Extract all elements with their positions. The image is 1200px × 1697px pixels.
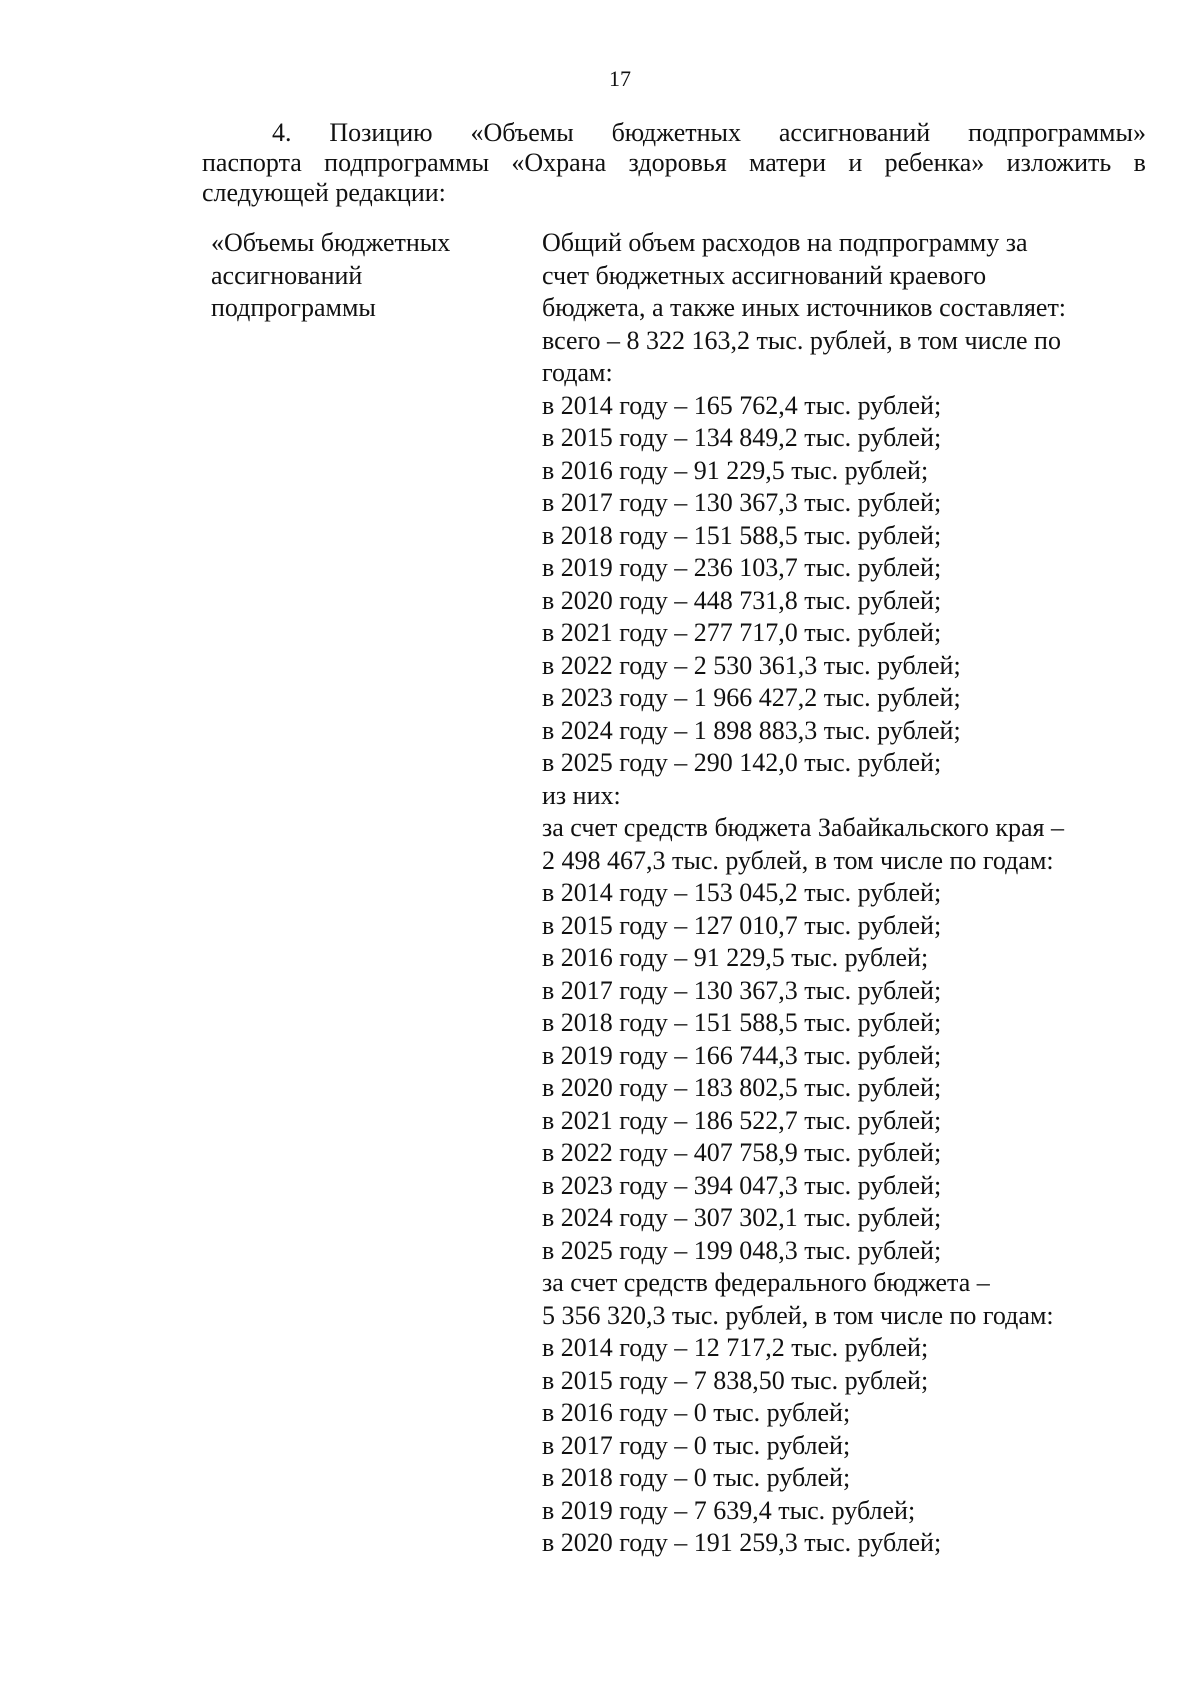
content-line: в 2021 году – 186 522,7 тыс. рублей; xyxy=(542,1105,942,1135)
content-line: всего – 8 322 163,2 тыс. рублей, в том числе по xyxy=(542,325,1061,355)
content-line: в 2018 году – 151 588,5 тыс. рублей; xyxy=(542,1008,942,1037)
content-line: из них: xyxy=(542,780,621,810)
content-line: в 2018 году – 151 588,5 тыс. рублей; xyxy=(542,520,942,550)
intro-word: бюджетных xyxy=(611,118,742,147)
content-line: годам: xyxy=(542,358,613,387)
content-line: в 2016 году – 0 тыс. рублей; xyxy=(542,1398,851,1427)
intro-line xyxy=(202,118,1146,148)
page-number: 17 xyxy=(609,66,631,91)
position-content xyxy=(542,227,1152,1560)
content-line: в 2022 году – 407 758,9 тыс. рублей; xyxy=(542,1138,942,1167)
content-line: в 2015 году – 134 849,2 тыс. рублей; xyxy=(542,423,942,452)
content-line: в 2020 году – 183 802,5 тыс. рублей; xyxy=(542,1073,942,1102)
intro-word: подпрограммы» xyxy=(968,118,1146,147)
intro-word: изложить xyxy=(1006,148,1112,177)
position-label-line: «Объемы бюджетных xyxy=(211,228,451,257)
content-line: Общий объем расходов на подпрограмму за xyxy=(542,228,1028,257)
content-line: в 2015 году – 127 010,7 тыс. рублей; xyxy=(542,910,942,940)
intro-word: и xyxy=(848,148,863,177)
content-line: в 2017 году – 130 367,3 тыс. рублей; xyxy=(542,975,942,1005)
intro-paragraph xyxy=(202,118,1146,208)
intro-word: здоровья xyxy=(628,148,727,177)
intro-word: 4. xyxy=(272,118,292,147)
intro-word: в xyxy=(1133,148,1146,177)
content-line: в 2014 году – 12 717,2 тыс. рублей; xyxy=(542,1333,929,1362)
content-line: бюджета, а также иных источников составляет: xyxy=(542,293,1067,322)
intro-word: «Объемы xyxy=(470,118,574,147)
position-label xyxy=(211,227,501,325)
content-line: в 2015 году – 7 838,50 тыс. рублей; xyxy=(542,1365,929,1395)
content-line: в 2022 году – 2 530 361,3 тыс. рублей; xyxy=(542,650,961,680)
intro-word: подпрограммы xyxy=(324,148,490,177)
intro-word: Позицию xyxy=(329,118,433,147)
content-line: в 2019 году – 166 744,3 тыс. рублей; xyxy=(542,1040,942,1070)
content-line: в 2025 году – 290 142,0 тыс. рублей; xyxy=(542,748,942,777)
intro-word: следующей редакции: xyxy=(202,178,446,207)
content-line: в 2016 году – 91 229,5 тыс. рублей; xyxy=(542,455,929,485)
content-line: в 2016 году – 91 229,5 тыс. рублей; xyxy=(542,943,929,972)
content-line: в 2014 году – 165 762,4 тыс. рублей; xyxy=(542,390,942,420)
content-line: в 2017 году – 0 тыс. рублей; xyxy=(542,1430,851,1460)
content-line: в 2019 году – 7 639,4 тыс. рублей; xyxy=(542,1495,916,1525)
intro-line xyxy=(202,148,1146,178)
content-line: в 2023 году – 1 966 427,2 тыс. рублей; xyxy=(542,683,961,712)
content-line: в 2024 году – 1 898 883,3 тыс. рублей; xyxy=(542,715,961,745)
content-line: в 2018 году – 0 тыс. рублей; xyxy=(542,1463,851,1492)
content-line: в 2020 году – 448 731,8 тыс. рублей; xyxy=(542,585,942,615)
content-line: в 2025 году – 199 048,3 тыс. рублей; xyxy=(542,1235,942,1265)
content-line: за счет средств федерального бюджета – xyxy=(542,1268,990,1297)
intro-word: паспорта xyxy=(202,148,302,177)
position-label-line: подпрограммы xyxy=(211,293,376,322)
position-label-line: ассигнований xyxy=(211,260,363,290)
content-line: 5 356 320,3 тыс. рублей, в том числе по годам: xyxy=(542,1300,1054,1330)
intro-word: матери xyxy=(749,148,826,177)
intro-word: ассигнований xyxy=(778,118,931,147)
content-line: за счет средств бюджета Забайкальского края – xyxy=(542,813,1064,842)
intro-word: ребенка» xyxy=(884,148,985,177)
content-line: в 2014 году – 153 045,2 тыс. рублей; xyxy=(542,878,942,907)
intro-word: «Охрана xyxy=(511,148,607,177)
content-line: 2 498 467,3 тыс. рублей, в том числе по годам: xyxy=(542,845,1054,875)
content-line: в 2021 году – 277 717,0 тыс. рублей; xyxy=(542,618,942,647)
intro-line xyxy=(202,178,1146,208)
content-line: в 2023 году – 394 047,3 тыс. рублей; xyxy=(542,1170,942,1200)
content-line: в 2019 году – 236 103,7 тыс. рублей; xyxy=(542,553,942,582)
content-line: в 2017 году – 130 367,3 тыс. рублей; xyxy=(542,488,942,517)
content-line: счет бюджетных ассигнований краевого xyxy=(542,260,987,290)
content-line: в 2024 году – 307 302,1 тыс. рублей; xyxy=(542,1203,942,1232)
content-line: в 2020 году – 191 259,3 тыс. рублей; xyxy=(542,1528,942,1557)
